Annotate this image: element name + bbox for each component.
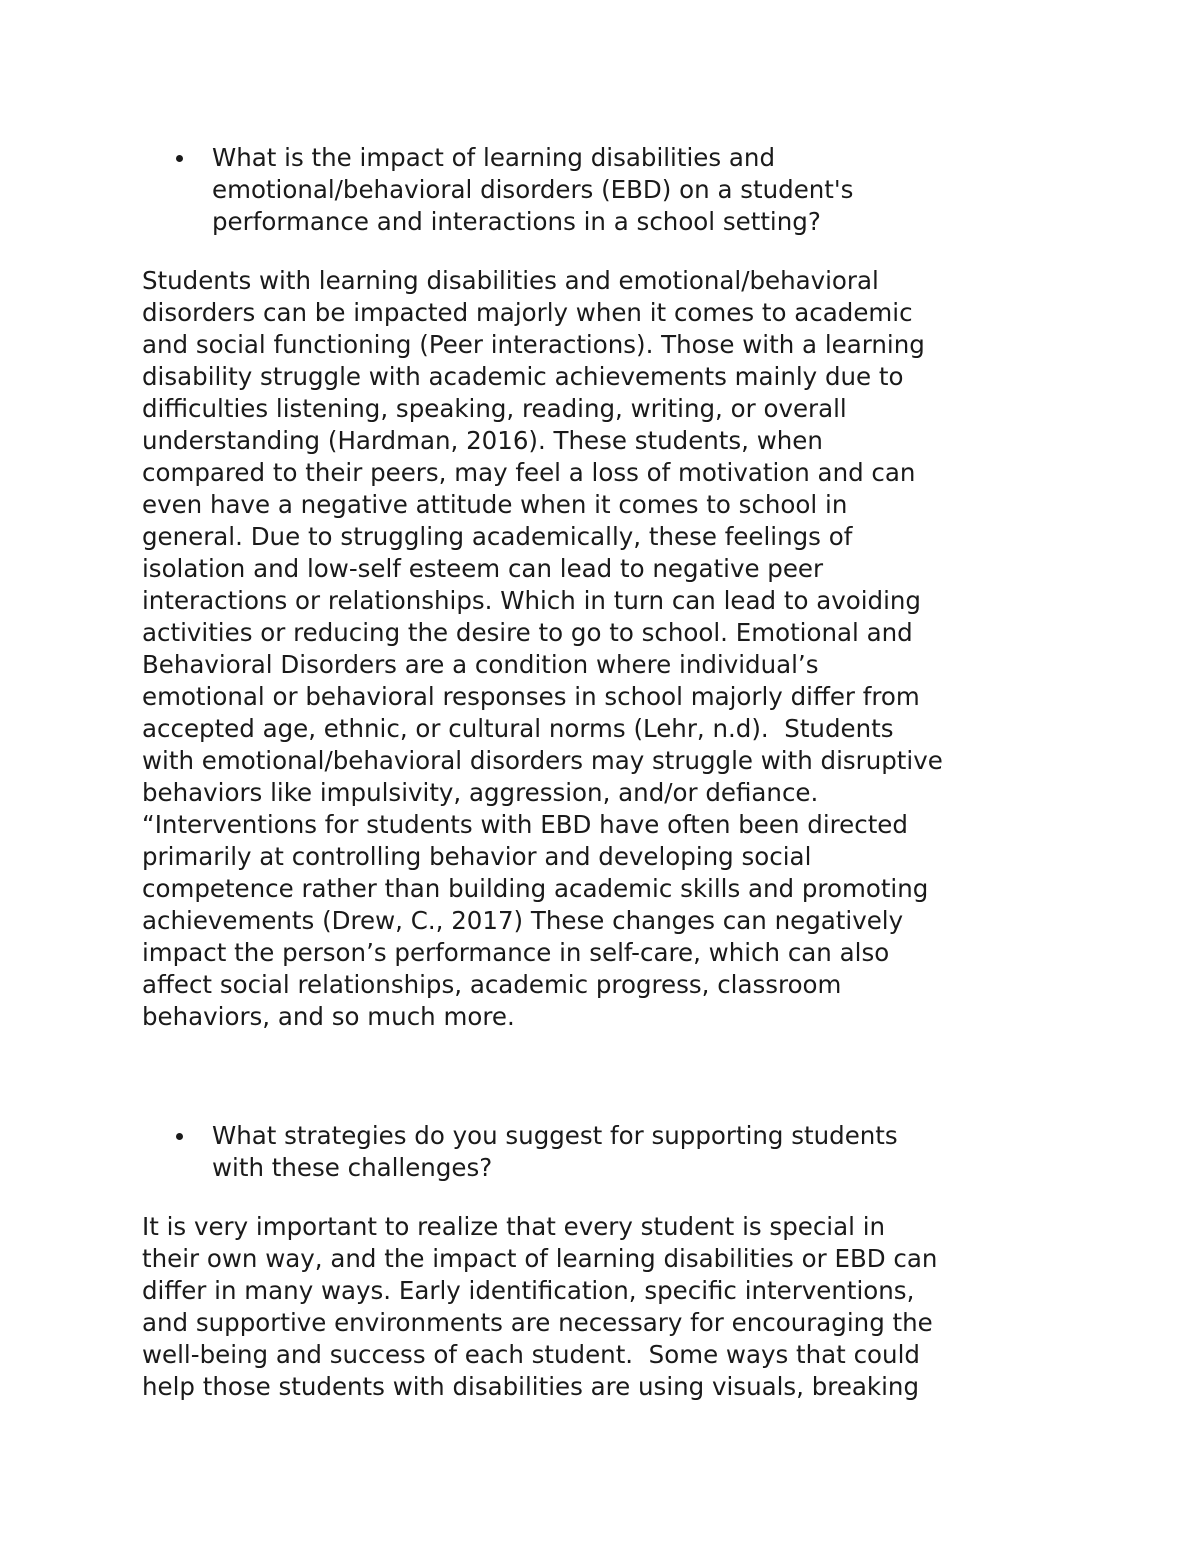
answer-1-line: primarily at controlling behavior and developing social — [142, 842, 812, 871]
answer-2-line: It is very important to realize that every student is special in — [142, 1212, 886, 1241]
answer-1-line: impact the person’s performance in self-care, which can also — [142, 938, 890, 967]
answer-1-line: with emotional/behavioral disorders may struggle with disruptive — [142, 746, 943, 775]
question-1-line: emotional/behavioral disorders (EBD) on a student's — [212, 175, 854, 204]
answer-1-line: Students with learning disabilities and emotional/behavioral — [142, 266, 879, 295]
answer-1-line: and social functioning (Peer interactions). Those with a learning — [142, 330, 925, 359]
answer-1-line: disability struggle with academic achievements mainly due to — [142, 362, 904, 391]
answer-1-line: Behavioral Disorders are a condition where individual’s — [142, 650, 819, 679]
answer-2-line: differ in many ways. Early identification, specific interventions, — [142, 1276, 915, 1305]
bullet-icon — [176, 155, 183, 162]
answer-1-line: understanding (Hardman, 2016). These students, when — [142, 426, 823, 455]
answer-1-line: accepted age, ethnic, or cultural norms (Lehr, n.d). Students — [142, 714, 894, 743]
answer-1-line: behaviors, and so much more. — [142, 1002, 515, 1031]
question-2-line: with these challenges? — [212, 1153, 493, 1182]
question-1-line: What is the impact of learning disabilities and — [212, 143, 775, 172]
answer-1-line: compared to their peers, may feel a loss of motivation and can — [142, 458, 916, 487]
answer-1-line: “Interventions for students with EBD have often been directed — [142, 810, 908, 839]
answer-2-line: help those students with disabilities are using visuals, breaking — [142, 1372, 920, 1401]
question-1-line: performance and interactions in a school setting? — [212, 207, 821, 236]
answer-2-line: and supportive environments are necessary for encouraging the — [142, 1308, 933, 1337]
answer-1-line: even have a negative attitude when it comes to school in — [142, 490, 848, 519]
answer-1-line: interactions or relationships. Which in turn can lead to avoiding — [142, 586, 921, 615]
answer-1-line: competence rather than building academic skills and promoting — [142, 874, 929, 903]
answer-1-line: isolation and low-self esteem can lead to negative peer — [142, 554, 824, 583]
bullet-icon — [176, 1133, 183, 1140]
answer-1-line: difficulties listening, speaking, reading, writing, or overall — [142, 394, 847, 423]
answer-2-line: their own way, and the impact of learning disabilities or EBD can — [142, 1244, 938, 1273]
answer-1-line: behaviors like impulsivity, aggression, and/or defiance. — [142, 778, 819, 807]
answer-1-line: emotional or behavioral responses in school majorly differ from — [142, 682, 920, 711]
answer-1-line: achievements (Drew, C., 2017) These changes can negatively — [142, 906, 904, 935]
question-2-line: What strategies do you suggest for supporting students — [212, 1121, 898, 1150]
answer-1-line: general. Due to struggling academically, these feelings of — [142, 522, 853, 551]
answer-1-line: activities or reducing the desire to go to school. Emotional and — [142, 618, 913, 647]
answer-1-line: affect social relationships, academic progress, classroom — [142, 970, 842, 999]
answer-2-line: well-being and success of each student. Some ways that could — [142, 1340, 920, 1369]
answer-1-line: disorders can be impacted majorly when it comes to academic — [142, 298, 913, 327]
